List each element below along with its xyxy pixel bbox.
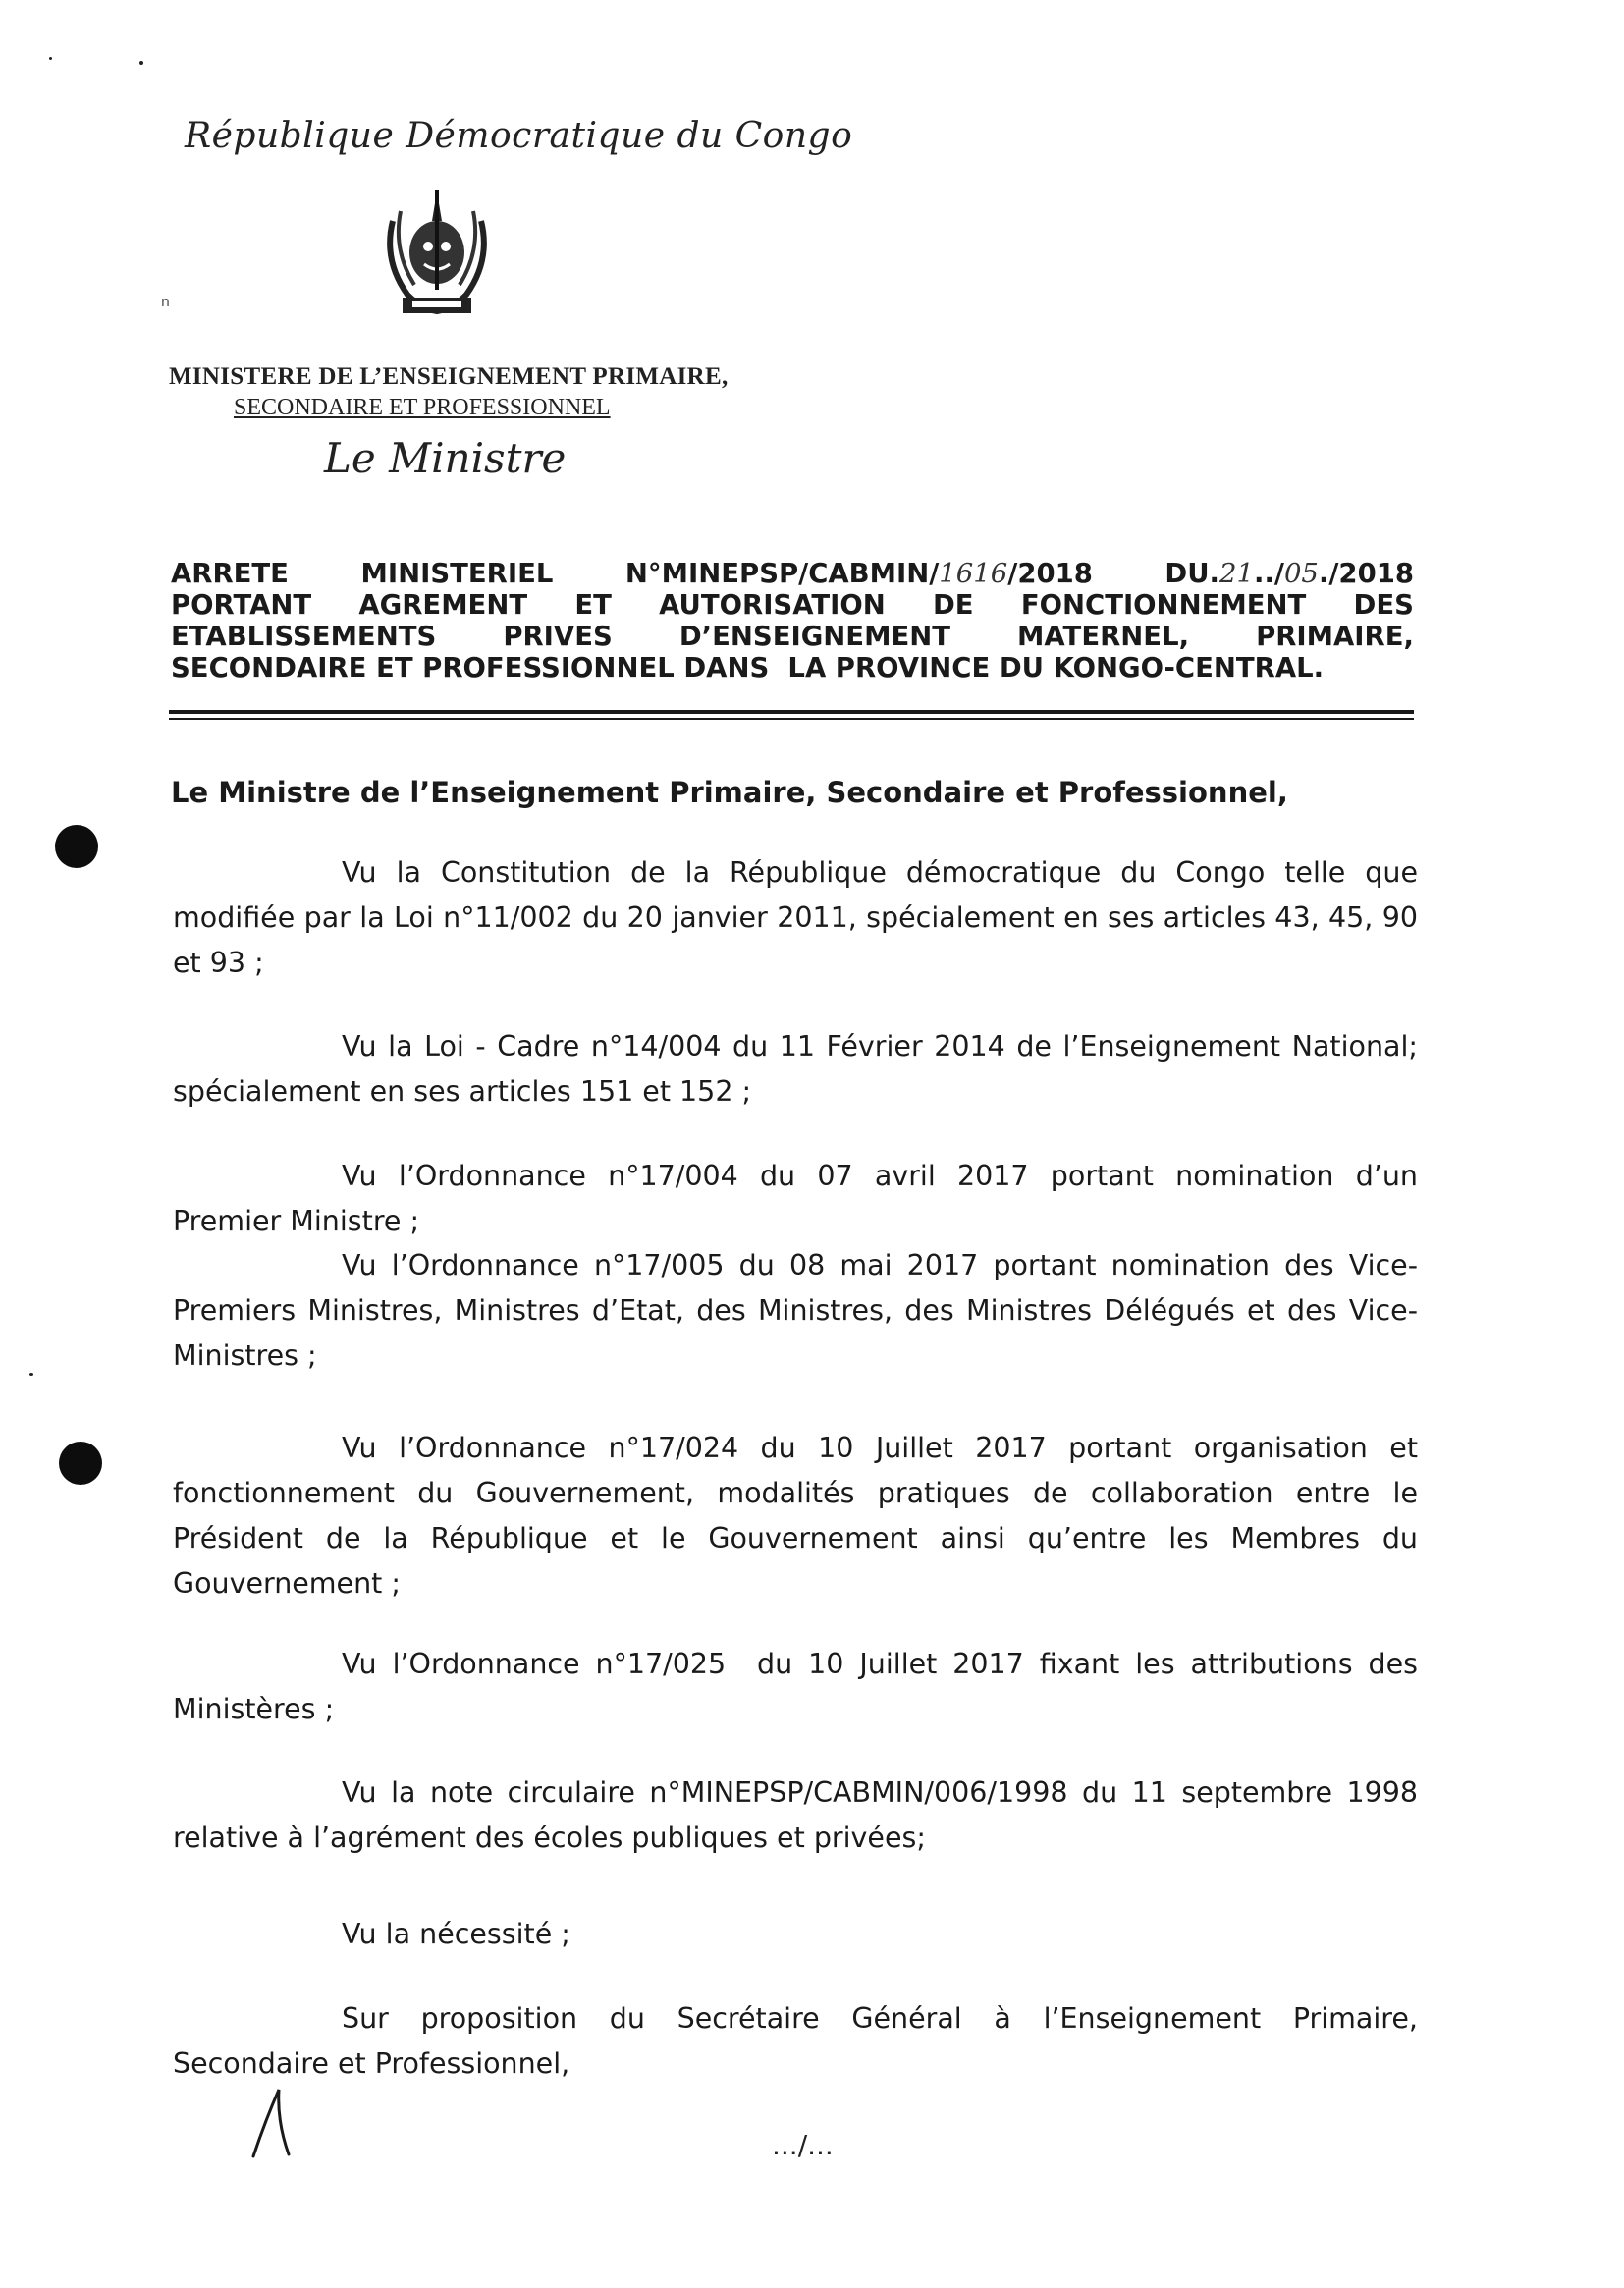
handwritten-month: 05 [1283, 558, 1319, 589]
handwritten-number: 1616 [939, 558, 1008, 589]
scan-speck [139, 61, 143, 65]
scan-mark: n [161, 295, 170, 310]
decree-word: ET [574, 589, 612, 621]
decree-word: PRIMAIRE, [1256, 621, 1414, 652]
scan-speck [49, 57, 52, 60]
recital-note-circulaire: Vu la note circulaire n°MINEPSP/CABMIN/006/1998 du 11 septembre 1998 relative à l’agrément des écoles publiques et privées; [173, 1776, 1418, 1854]
decree-word: PRIVES [503, 621, 613, 652]
decree-word: DE [932, 589, 974, 621]
decree-word: MATERNEL, [1017, 621, 1190, 652]
decree-word: PORTANT [171, 589, 312, 621]
title-divider [169, 710, 1414, 714]
decree-word: AUTORISATION [659, 589, 886, 621]
decree-title [171, 558, 1414, 683]
handwritten-day: 21 [1219, 558, 1254, 589]
recital-ordonnance-17-024: Vu l’Ordonnance n°17/024 du 10 Juillet 2017 portant organisation et fonctionnement du Gouvernement, modalités pratiques de collaboration entre le Président de la République et le Gouvernement ainsi qu’entre les Membres du Gouvernement ; [173, 1432, 1418, 1600]
punch-hole [55, 825, 98, 868]
recital-necessite: Vu la nécessité ; [342, 1918, 570, 1950]
ministry-name-line1: MINISTERE DE L’ENSEIGNEMENT PRIMAIRE, [169, 363, 729, 390]
continued-mark: .../... [772, 2129, 834, 2161]
decree-title-line-4 [171, 652, 1414, 683]
republic-name: République Démocratique du Congo [185, 116, 853, 156]
decree-word: ETABLISSEMENTS [171, 621, 437, 652]
recital-loi-cadre: Vu la Loi - Cadre n°14/004 du 11 Février 2014 de l’Enseignement National; spécialement en ses articles 151 et 152 ; [173, 1030, 1418, 1108]
recital-constitution: Vu la Constitution de la République démocratique du Congo telle que modifiée par la Loi n°11/002 du 20 janvier 2011, spécialement en ses articles 43, 45, 90 et 93 ; [173, 856, 1418, 979]
signature-initials-icon [245, 2082, 304, 2164]
minister-title: Le Ministre [324, 434, 567, 482]
decree-title-line-2 [171, 589, 1414, 621]
recital-ordonnance-17-005: Vu l’Ordonnance n°17/005 du 08 mai 2017 portant nomination des Vice-Premiers Ministres, Ministres d’Etat, des Ministres, des Ministres Délégués et des Vice-Ministres ; [173, 1249, 1418, 1372]
decree-word: D’ENSEIGNEMENT [678, 621, 951, 652]
recital-ordonnance-17-004: Vu l’Ordonnance n°17/004 du 07 avril 2017 portant nomination d’un Premier Ministre ; [173, 1160, 1418, 1237]
decree-word: ARRETE [171, 558, 289, 589]
title-divider [169, 718, 1414, 720]
recital-ordonnance-17-025: Vu l’Ordonnance n°17/025 du 10 Juillet 2017 fixant les attributions des Ministères ; [173, 1648, 1428, 1725]
decree-word: DES [1353, 589, 1414, 621]
decree-number: N°MINEPSP/CABMIN/1616/2018 [624, 558, 1093, 589]
decree-word: MINISTERIEL [360, 558, 554, 589]
decree-word: FONCTIONNEMENT [1020, 589, 1307, 621]
minister-heading: Le Ministre de l’Enseignement Primaire, Secondaire et Professionnel, [171, 776, 1288, 809]
scan-speck [29, 1373, 33, 1376]
proposal-paragraph: Sur proposition du Secrétaire Général à l’Enseignement Primaire, Secondaire et Professionnel, [173, 2002, 1418, 2080]
decree-title-line-1 [171, 558, 1414, 589]
ministry-name-line2: SECONDAIRE ET PROFESSIONNEL [234, 395, 611, 420]
decree-line: SECONDAIRE ET PROFESSIONNEL DANS LA PROVINCE DU KONGO-CENTRAL. [171, 652, 1325, 683]
coat-of-arms-icon [363, 182, 511, 333]
punch-hole [59, 1442, 102, 1485]
decree-title-line-3 [171, 621, 1414, 652]
decree-word: AGREMENT [358, 589, 528, 621]
decree-date: DU.21../05./2018 [1164, 558, 1414, 589]
